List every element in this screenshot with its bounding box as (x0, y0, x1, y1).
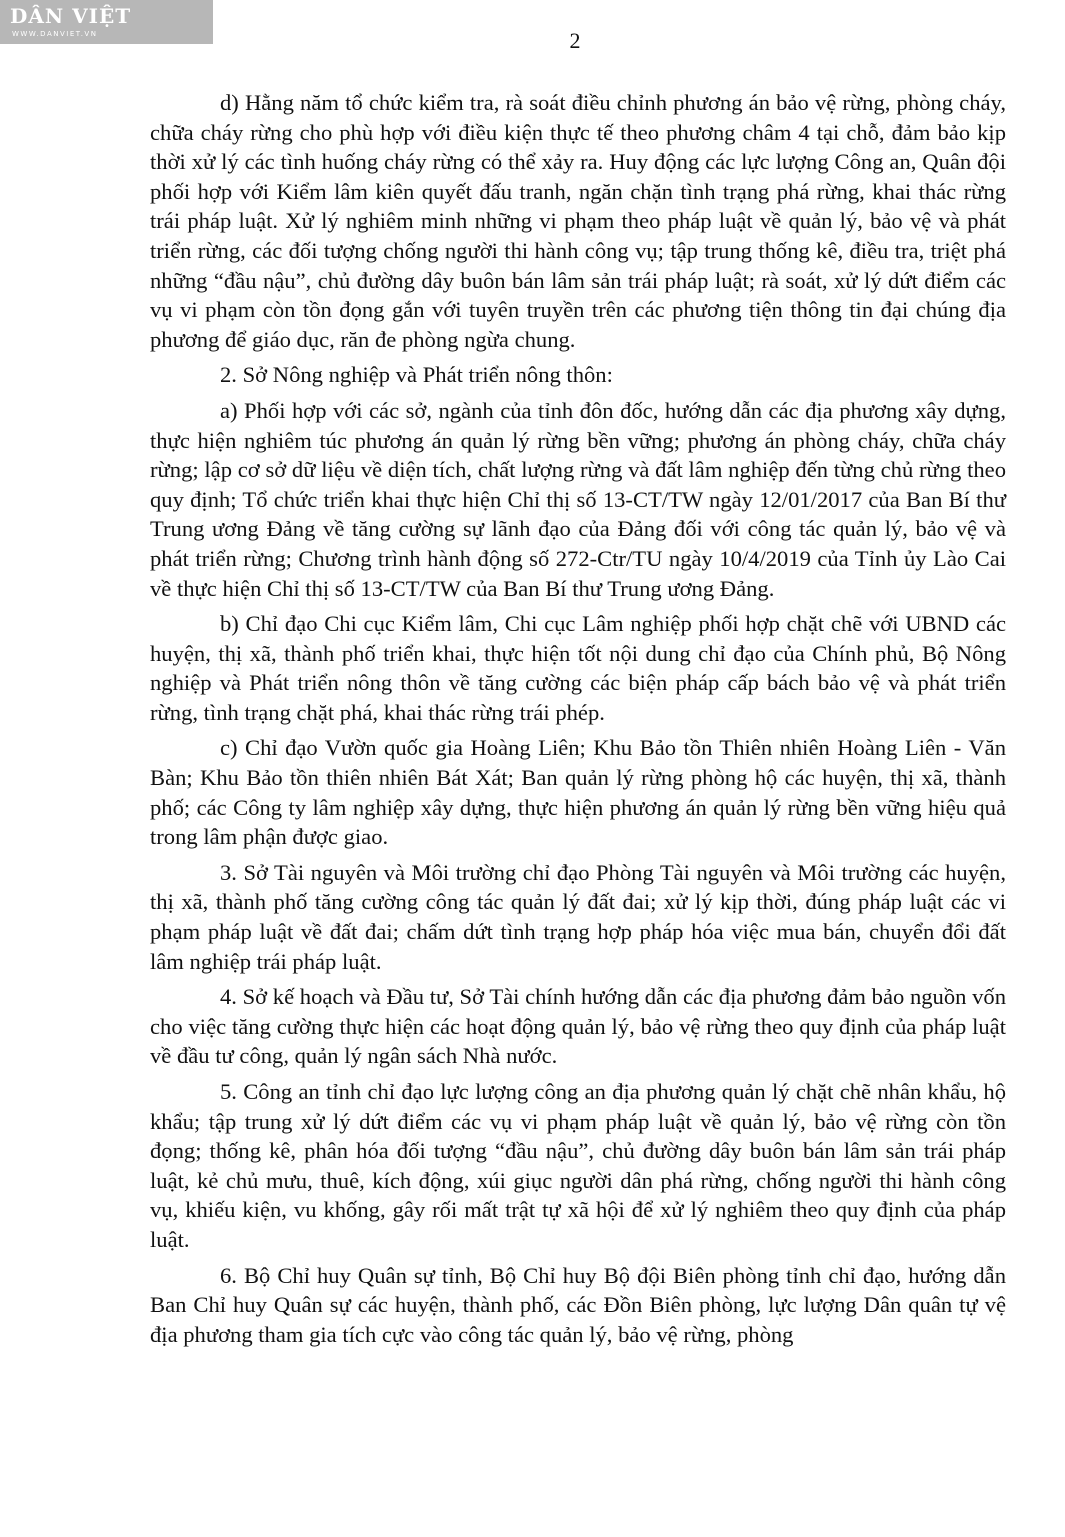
page-number: 2 (569, 28, 581, 53)
document-body (150, 88, 1006, 1355)
paragraph-section-5: 5. Công an tỉnh chỉ đạo lực lượng công an địa phương quản lý chặt chẽ nhân khẩu, hộ khẩu; tập trung xử lý dứt điểm các vụ vi phạm pháp luật về quản lý, bảo vệ rừng còn tồn đọng; thống kê, phân hóa đối tượng “đầu nậu”, chủ đường dây buôn bán lâm sản trái pháp luật, kẻ chủ mưu, thuê, kích động, xúi giục người dân phá rừng, chống người thi hành công vụ, khiếu kiện, vu khống, gây rối mất trật tự xã hội để xử lý nghiêm theo quy định của pháp luật. (150, 1079, 1006, 1252)
paragraph-section-4: 4. Sở kế hoạch và Đầu tư, Sở Tài chính hướng dẫn các địa phương đảm bảo nguồn vốn cho việc tăng cường thực hiện các hoạt động quản lý, bảo vệ rừng theo quy định của pháp luật về đầu tư công, quản lý ngân sách Nhà nước. (150, 984, 1006, 1069)
paragraph-section-6: 6. Bộ Chỉ huy Quân sự tỉnh, Bộ Chỉ huy Bộ đội Biên phòng tỉnh chỉ đạo, hướng dẫn Ban Chỉ huy Quân sự các huyện, thành phố, các Đồn Biên phòng, lực lượng Dân quân tự vệ địa phương tham gia tích cực vào công tác quản lý, bảo vệ rừng, phòng (150, 1262, 1006, 1347)
paragraph-2b: b) Chỉ đạo Chi cục Kiểm lâm, Chi cục Lâm nghiệp phối hợp chặt chẽ với UBND các huyện, thị xã, thành phố triển khai, thực hiện tốt nội dung chỉ đạo của Chính phủ, Bộ Nông nghiệp và Phát triển nông thôn về tăng cường các biện pháp cấp bách bảo vệ và phát triển rừng, tình trạng chặt phá, khai thác rừng trái phép. (150, 611, 1006, 725)
watermark-logo-text: DÂN VIỆT (10, 4, 132, 28)
paragraph-section-3: 3. Sở Tài nguyên và Môi trường chỉ đạo Phòng Tài nguyên và Môi trường các huyện, thị xã, thành phố tăng cường công tác quản lý đất đai; xử lý kịp thời, đúng pháp luật các vi phạm pháp luật về đất đai; chấm dứt tình trạng hợp pháp hóa việc mua bán, chuyển đổi đất lâm nghiệp trái pháp luật. (150, 859, 1006, 974)
paragraph-d: d) Hằng năm tổ chức kiểm tra, rà soát điều chỉnh phương án bảo vệ rừng, phòng cháy, chữa cháy rừng cho phù hợp với điều kiện thực tế theo phương châm 4 tại chỗ, đảm bảo kịp thời xử lý các tình huống cháy rừng có thể xảy ra. Huy động các lực lượng Công an, Quân đội phối hợp với Kiểm lâm kiên quyết đấu tranh, ngăn chặn tình trạng phá rừng, khai thác rừng trái pháp luật. Xử lý nghiêm minh những vi phạm theo pháp luật về quản lý, bảo vệ và phát triển rừng, các đối tượng chống người thi hành công vụ; tập trung thống kê, điều tra, triệt phá những “đầu nậu”, chủ đường dây buôn bán lâm sản trái pháp luật; rà soát, xử lý dứt điểm các vụ vi phạm còn tồn đọng gắn với tuyên truyền trên các phương tiện thông tin đại chúng địa phương để giáo dục, răn đe phòng ngừa chung. (150, 90, 1006, 352)
paragraph-2c: c) Chỉ đạo Vườn quốc gia Hoàng Liên; Khu Bảo tồn Thiên nhiên Hoàng Liên - Văn Bàn; Khu Bảo tồn thiên nhiên Bát Xát; Ban quản lý rừng phòng hộ các huyện, thị xã, thành phố; các Công ty lâm nghiệp xây dựng, thực hiện phương án quản lý rừng bền vững hiệu quả trong lâm phận được giao. (150, 735, 1006, 850)
watermark-url: WWW.DANVIET.VN (12, 30, 98, 38)
paragraph-2a: a) Phối hợp với các sở, ngành của tỉnh đôn đốc, hướng dẫn các địa phương xây dựng, thực hiện nghiêm túc phương án quản lý rừng bền vững; phương án phòng cháy, chữa cháy rừng; lập cơ sở dữ liệu về diện tích, chất lượng rừng và đất lâm nghiệp đến từng chủ rừng theo quy định; Tổ chức triển khai thực hiện Chỉ thị số 13-CT/TW ngày 12/01/2017 của Ban Bí thư Trung ương Đảng về tăng cường sự lãnh đạo của Đảng đối với công tác quản lý, bảo vệ và phát triển rừng; Chương trình hành động số 272-Ctr/TU ngày 10/4/2019 của Tỉnh ủy Lào Cai về thực hiện Chỉ thị số 13-CT/TW của Ban Bí thư Trung ương Đảng. (150, 397, 1006, 601)
paragraph-section-2-heading: 2. Sở Nông nghiệp và Phát triển nông thôn: (220, 362, 613, 388)
